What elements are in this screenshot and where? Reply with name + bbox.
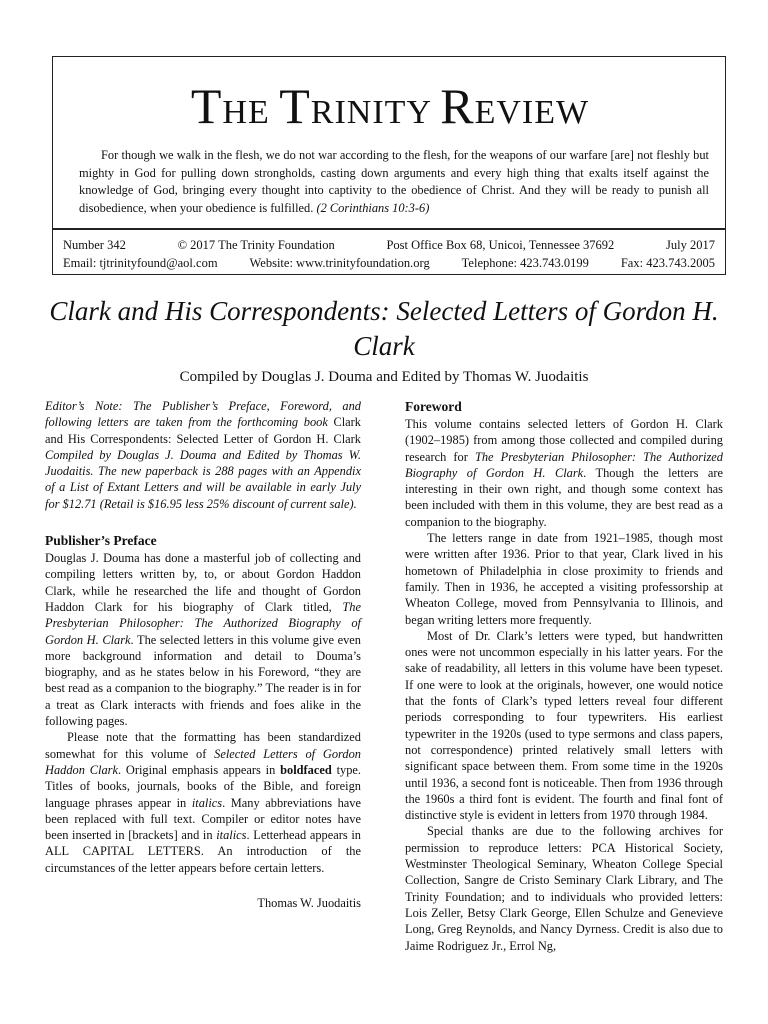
right-column: [405, 398, 723, 954]
foreword-paragraph: Most of Dr. Clark’s letters were typed, but handwritten ones were not uncommon especially in his latter years. For the sake of readability, all letters in this volume have been typeset. If one were to look at the originals, however, one would notice that the fonts of Clark’s typed letters reveal four different periods corresponding to four typewriters. His earliest typewriter in the 1920s (used to type sermons and class papers, not correspondence) printed relatively small letters with significant space between them. From some time in the 1920s until 1936, a second font is noticeable. Then from 1936 through the 1960s a third font is evident. The fourth and final font of distinctive style is evident in letters from 1970 through 1984.: [405, 628, 723, 823]
signature: Thomas W. Juodaitis: [257, 896, 361, 911]
article-byline: Compiled by Douglas J. Douma and Edited by Thomas W. Juodaitis: [179, 369, 589, 385]
info-row-2: [63, 256, 715, 271]
preface-heading: Publisher’s Preface: [45, 533, 157, 549]
motto-citation: (2 Corinthians 10:3-6): [316, 200, 430, 215]
foreword-paragraph: The letters range in date from 1921–1985, though most were written after 1936. Prior to that year, Clark lived in his hometown of Philadelphia in close proximity to friends and family. Then in 1936, he accepted a visiting professorship at Wheaton College, moved from Pennsylvania to Illinois, and began writing letters more frequently.: [405, 531, 723, 627]
telephone: Telephone: 423.743.0199: [461, 256, 589, 270]
publication-info-box: [52, 228, 726, 275]
fax: Fax: 423.743.2005: [620, 256, 715, 270]
editor-note: Editor’s Note: The Publisher’s Preface, Foreword, and following letters are taken from the forthcoming book Clark and His Correspondents: Selected Letter of Gordon H. Clark Compiled by Douglas J. Douma and Edited by Thomas W. Juodaitis. The new paperback is 288 pages with an Appendix of a List of Extant Letters and will be available in early July for $12.71 (Retail is $16.95 less 25% discount of current sale).: [45, 399, 361, 511]
website[interactable]: Website: www.trinityfoundation.org: [249, 256, 430, 270]
masthead: [52, 56, 726, 229]
left-column: [45, 398, 361, 911]
foreword-paragraph: Special thanks are due to the following archives for permission to reproduce letters: PCA Historical Society, Westminster Theological Seminary, Wheaton College Special Collection, Sangre de Cristo Seminary Clark Library, and The Trinity Foundation; and to individuals who provided letters: Lois Zeller, Betsy Clark George, Ellen Schulze and Genevieve Long, Greg Reynolds, and Nancy Dyrness. Credit is also due to Jaime Rodriguez Jr., Errol Ng,: [405, 824, 723, 953]
book-title: Clark and His Correspondents: Selected Letter of Gordon H. Clark: [45, 415, 361, 446]
preface-paragraph: Douglas J. Douma has done a masterful job of collecting and compiling letters written by, to, or about Gordon Haddon Clark, while he researched the life and thought of Gordon Haddon Clark for his biography of Clark titled, The Presbyterian Philosopher: The Authorized Biography of Gordon H. Clark. The selected letters in this volume give even more background information and detail to Douma’s biography, and as he states below in his Foreword, “they are best read as a companion to the biography.” The reader is in for a treat as Clark interacts with friends and foes alike in the following pages.: [45, 551, 361, 729]
issue-date: July 2017: [666, 238, 715, 252]
foreword-paragraph: This volume contains selected letters of Gordon H. Clark (1902–1985) from among those collected and compiled during research for The Presbyterian Philosopher: The Authorized Biography of Gordon H. Clark. Though the letters are interesting in their own right, and though some context has been included with them in this volume, they are best read as a companion to the biography.: [405, 417, 723, 529]
foreword-heading: Foreword: [405, 399, 462, 414]
email[interactable]: Email: tjtrinityfound@aol.com: [63, 256, 218, 270]
scripture-motto: For though we walk in the flesh, we do not war according to the flesh, for the weapons of our warfare [are] not fleshly but mighty in God for pulling down strongholds, casting down arguments and every high thing that exalts itself against the knowledge of God, bringing every thought into captivity to the obedience of Christ. And they will be ready to punish all disobedience, when your obedience is fulfilled. (2 Corinthians 10:3-6): [79, 148, 709, 215]
postal-address: Post Office Box 68, Unicoi, Tennessee 37692: [386, 238, 615, 252]
issue-number: Number 342: [63, 238, 126, 252]
publication-title: THE TRINITY REVIEW: [190, 78, 590, 134]
preface-paragraph: Please note that the formatting has been standardized somewhat for this volume of Selected Letters of Gordon Haddon Clark. Original emphasis appears in boldfaced type. Titles of books, journals, books of the Bible, and foreign language phrases appear in italics. Many abbreviations have been replaced with full text. Compiler or editor notes have been inserted in [brackets] and in italics. Letterhead appears in ALL CAPITAL LETTERS. An introduction of the circumstances of the letter appears before certain letters.: [45, 730, 362, 875]
copyright: © 2017 The Trinity Foundation: [177, 238, 335, 252]
article-title: Clark and His Correspondents: Selected Letters of Gordon H. Clark: [49, 296, 719, 361]
info-row-1: [63, 238, 715, 253]
